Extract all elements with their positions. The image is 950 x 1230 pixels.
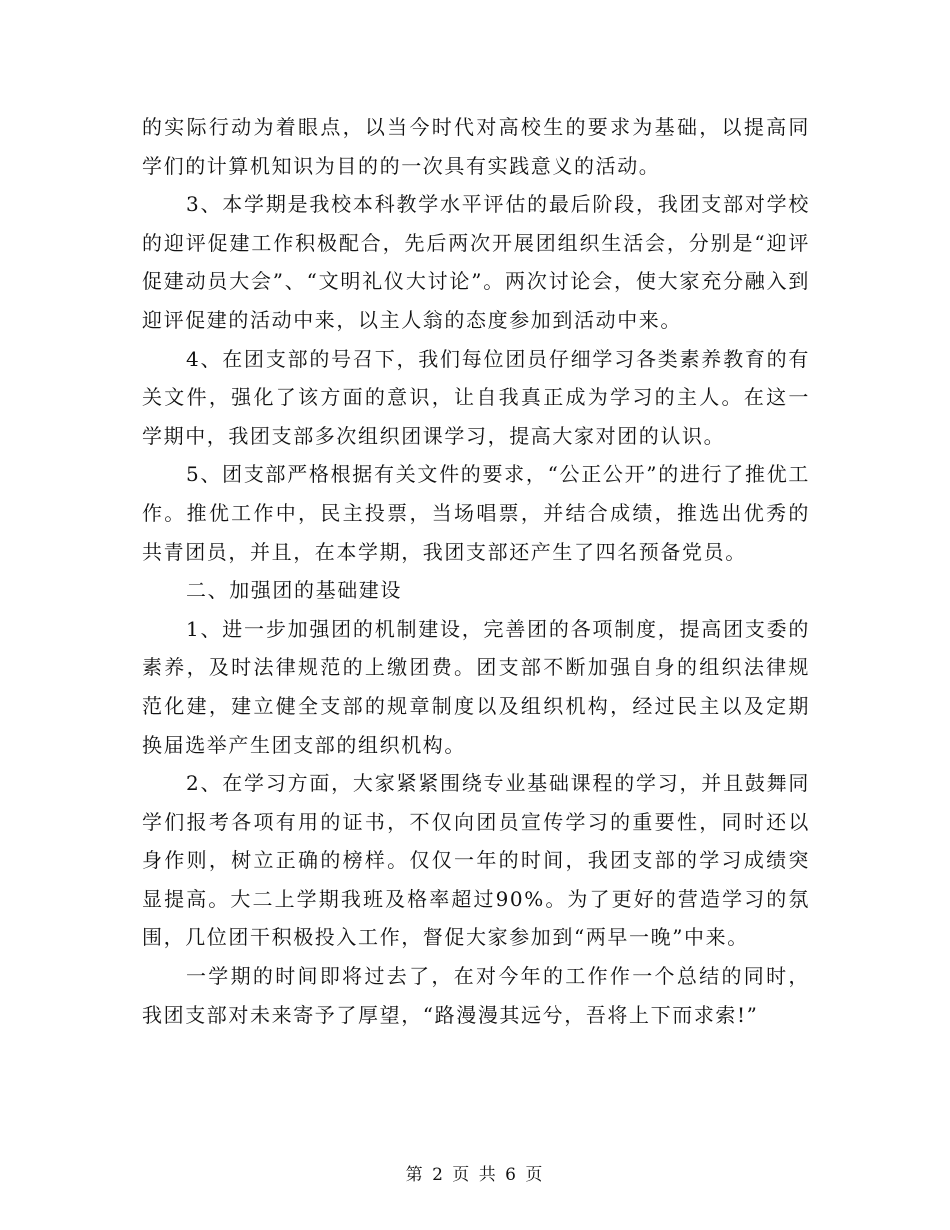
page-footer: [0, 1160, 950, 1185]
paragraph-item-3: 3、本学期是我校本科教学水平评估的最后阶段，我团支部对学校的迎评促建工作积极配合，先后两次开展团组织生活会，分别是“迎评促建动员大会”、“文明礼仪大讨论”。两次讨论会，使大家充分融入到迎评促建的活动中来，以主人翁的态度参加到活动中来。: [142, 192, 810, 332]
paragraph-item-4: 4、在团支部的号召下，我们每位团员仔细学习各类素养教育的有关文件，强化了该方面的意识，让自我真正成为学习的主人。在这一学期中，我团支部多次组织团课学习，提高大家对团的认识。: [142, 346, 810, 448]
paragraph-item-5: 5、团支部严格根据有关文件的要求，“公正公开”的进行了推优工作。推优工作中，民主投票，当场唱票，并结合成绩，推选出优秀的共青团员，并且，在本学期，我团支部还产生了四名预备党员。: [142, 462, 810, 564]
section-heading: 二、加强团的基础建设: [186, 578, 402, 603]
document-body: [142, 108, 810, 1034]
paragraph-continuation: 的实际行动为着眼点，以当今时代对高校生的要求为基础，以提高同学们的计算机知识为目的的一次具有实践意义的活动。: [142, 115, 810, 178]
paragraph-item-1: 1、进一步加强团的机制建设，完善团的各项制度，提高团支委的素养，及时法律规范的上缴团费。团支部不断加强自身的组织法律规范化建，建立健全支部的规章制度以及组织机构，经过民主以及定期换届选举产生团支部的组织机构。: [142, 616, 810, 757]
paragraph-item-2: 2、在学习方面，大家紧紧围绕专业基础课程的学习，并且鼓舞同学们报考各项有用的证书，不仅向团员宣传学习的重要性，同时还以身作则，树立正确的榜样。仅仅一年的时间，我团支部的学习成绩突显提高。大二上学期我班及格率超过90%。为了更好的营造学习的氛围，几位团干积极投入工作，督促大家参加到“两早一晚”中来。: [142, 771, 810, 950]
paragraph-closing: 一学期的时间即将过去了，在对今年的工作作一个总结的同时，我团支部对未来寄予了厚望，“路漫漫其远兮，吾将上下而求索!”: [142, 964, 810, 1027]
page-number: 第 2 页 共 6 页: [405, 1165, 545, 1185]
